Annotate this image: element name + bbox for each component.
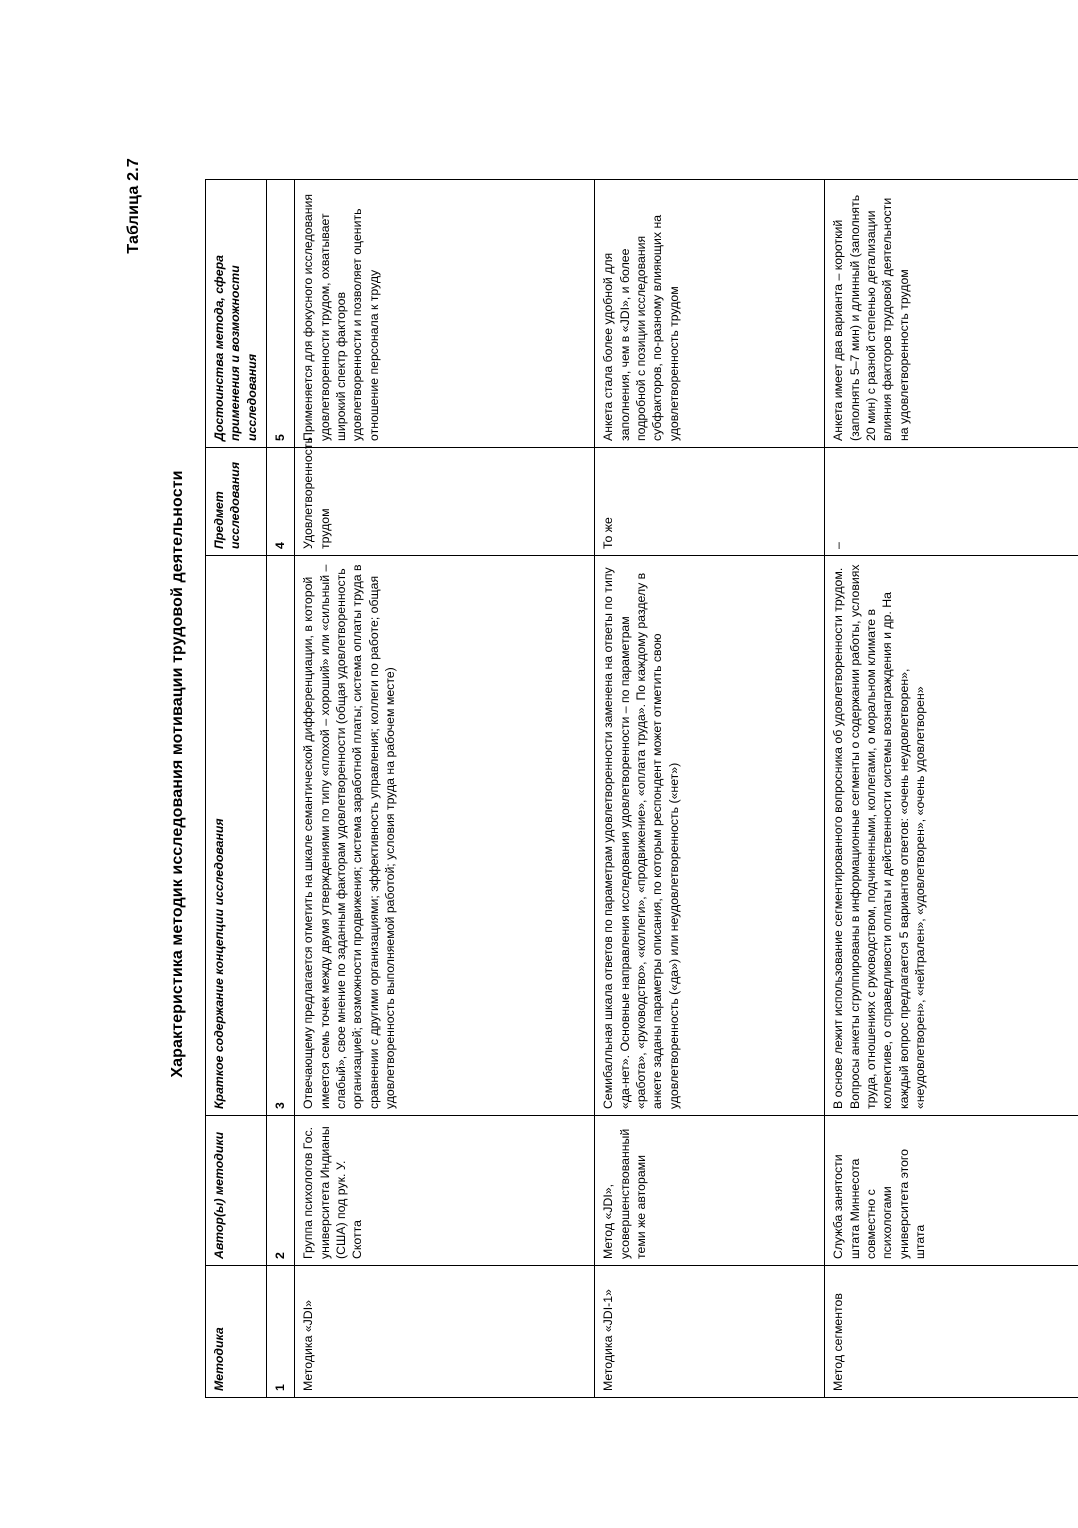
cell-advantages: Анкета стала более удобной для заполнения, чем в «JDI», и более подробной с позиции исследования субфакторов, по-разному влияющих на удовлетворенность трудом [595, 180, 825, 448]
column-number-5: 5 [267, 180, 295, 448]
cell-authors: Метод «JDI», усовершенствованный теми же авторами [595, 1116, 825, 1266]
column-number-3: 3 [267, 556, 295, 1116]
cell-method: Метод сегментов [825, 1266, 1078, 1398]
table-header-row [206, 180, 267, 1398]
cell-method: Методика «JDI-1» [595, 1266, 825, 1398]
table-row [595, 180, 825, 1398]
column-number-1: 1 [267, 1266, 295, 1398]
cell-advantages: Применяется для фокусного исследования удовлетворенности трудом, охватывает широкий спектр факторов удовлетворенности и позволяет оценить отношение персонала к труду [295, 180, 595, 448]
cell-concept: Отвечающему предлагается отметить на шкале семантической дифференциации, в которой имеется семь точек между двумя утверждениями по типу «плохой – хороший» или «сильный – слабый», свое мнение по заданным факторам удовлетворенности (общая удовлетворенность организацией; возможности продвижения; система заработной платы; система оплаты труда в сравнении с другими организациями; эффективность управления; коллеги по работе; общая удовлетворенность выполняемой работой; условия труда на рабочем месте) [295, 556, 595, 1116]
cell-subject: – [825, 448, 1078, 556]
table-number-caption: Таблица 2.7 [125, 158, 142, 254]
cell-authors: Служба занятости штата Миннесота совместно с психологами университета этого штата [825, 1116, 1078, 1266]
column-number-4: 4 [267, 448, 295, 556]
methods-characteristics-table [205, 179, 1078, 1398]
table-row [295, 180, 595, 1398]
page-title: Характеристика методик исследования мотивации трудовой деятельности [169, 470, 186, 1078]
cell-authors: Группа психологов Гос. университета Индианы (США) под рук. У. Скотта [295, 1116, 595, 1266]
table-row [825, 180, 1078, 1398]
cell-subject: То же [595, 448, 825, 556]
column-header-subject: Предмет исследования [206, 448, 267, 556]
cell-concept: Семибалльная шкала ответов по параметрам удовлетворенности заменена на ответы по типу «да-нет». Основные направления исследования удовлетворенности – по параметрам «работа», «руководство», «коллеги», «продвижение», «оплата труда». По каждому разделу в анкете заданы параметры описания, по которым респондент может отметить свою удовлетворенность («да») или неудовлетворенность («нет») [595, 556, 825, 1116]
column-number-2: 2 [267, 1116, 295, 1266]
cell-method: Методика «JDI» [295, 1266, 595, 1398]
cell-advantages: Анкета имеет два варианта – короткий (заполнять 5–7 мин) и длинный (заполнять 20 мин) с разной степенью детализации влияния факторов трудовой деятельности на удовлетворенность трудом [825, 180, 1078, 448]
column-header-authors: Автор(ы) методики [206, 1116, 267, 1266]
column-header-concept: Краткое содержание концепции исследования [206, 556, 267, 1116]
cell-concept: В основе лежит использование сегментированного вопросника об удовлетворенности трудом. Вопросы анкеты сгруппированы в информационные сегменты о содержании работы, условиях труда, отношениях с руководством, подчиненными, коллегами, о моральном климате в коллективе, о справедливости оплаты и действенности системы вознаграждения и др. На каждый вопрос предлагается 5 вариантов ответов: «очень неудовлетворен», «неудовлетворен», «нейтрален», «удовлетворен», «очень удовлетворен» [825, 556, 1078, 1116]
table-column-number-row [267, 180, 295, 1398]
cell-subject: Удовлетворенность трудом [295, 448, 595, 556]
column-header-method: Методика [206, 1266, 267, 1398]
column-header-advantages: Достоинства метода, сфера применения и возможности исследования [206, 180, 267, 448]
